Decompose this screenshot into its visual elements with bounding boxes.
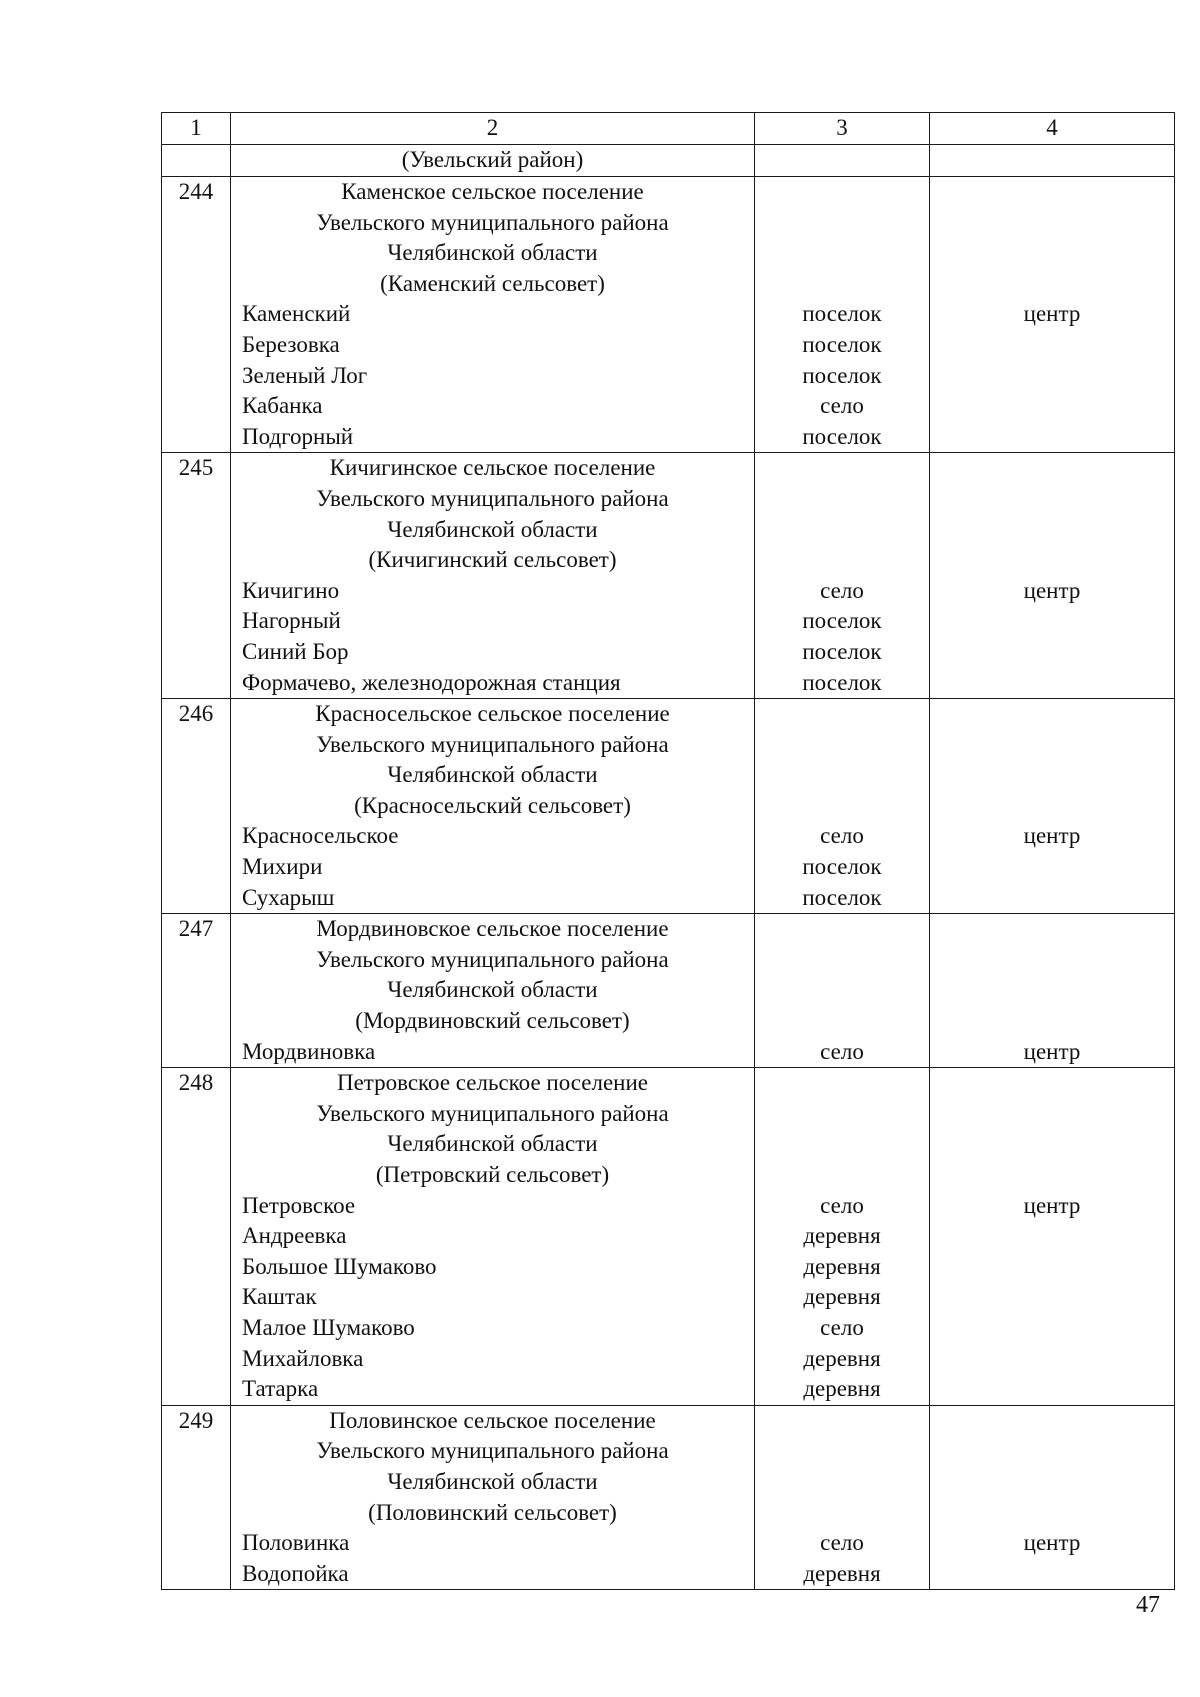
settlement-types-cell (755, 1405, 930, 1590)
blank-line (755, 238, 929, 269)
settlement-types-cell (755, 177, 930, 453)
settlement-types-cell (755, 914, 930, 1068)
blank-line (755, 730, 929, 761)
row-number (162, 914, 231, 1068)
settlement-row (162, 453, 1175, 699)
blank-line (930, 1129, 1174, 1160)
place-status (930, 1313, 1174, 1344)
place-name: Михайловка (242, 1345, 364, 1371)
place-type: поселок (802, 854, 882, 880)
place-type: деревня (803, 1284, 881, 1310)
blank-line (930, 238, 1174, 269)
settlement-status-cell (930, 453, 1175, 699)
blank-line (755, 1160, 929, 1191)
place-type: поселок (802, 884, 882, 910)
settlement-names-cell (231, 1068, 755, 1406)
blank-line (755, 208, 929, 239)
place-status (930, 361, 1174, 392)
municipality-heading-line: Челябинской области (387, 240, 598, 266)
column-number-row (162, 113, 1175, 145)
municipality-heading-line: Увельского муниципального района (316, 1100, 669, 1126)
place-status (930, 1252, 1174, 1283)
municipality-heading-line: (Красносельский сельсовет) (354, 792, 631, 818)
place-name: Кичигино (242, 577, 340, 603)
column-2-header: 2 (231, 113, 755, 145)
row-number-text: 245 (178, 455, 214, 481)
place-name: Михири (242, 854, 323, 880)
municipality-heading-line: Красносельское сельское поселение (315, 701, 670, 727)
blank-line (755, 1129, 929, 1160)
blank-line (755, 269, 929, 300)
place-status (930, 391, 1174, 422)
settlements-table (161, 112, 1175, 1590)
place-name: Синий Бор (242, 638, 349, 664)
place-type: поселок (802, 362, 882, 388)
place-type: поселок (802, 669, 882, 695)
district-status-cell (930, 145, 1175, 177)
place-name: Сухарыш (242, 884, 335, 910)
blank-line (755, 177, 929, 208)
settlement-types-cell (755, 699, 930, 914)
blank-line (930, 1068, 1174, 1099)
place-type: село (820, 577, 864, 603)
place-status (930, 668, 1174, 699)
blank-line (755, 1068, 929, 1099)
municipality-heading-line: Увельского муниципального района (316, 209, 669, 235)
place-status: центр (1023, 1192, 1081, 1218)
place-type: деревня (803, 1223, 881, 1249)
row-number (162, 1068, 231, 1406)
place-type: поселок (802, 638, 882, 664)
row-number-text: 249 (178, 1407, 214, 1433)
blank-line (755, 1436, 929, 1467)
row-number-text: 246 (178, 701, 214, 727)
place-name: Водопойка (242, 1560, 349, 1586)
municipality-heading-line: Увельского муниципального района (316, 1438, 669, 1464)
row-number (162, 699, 231, 914)
settlement-row (162, 914, 1175, 1068)
place-type: село (820, 1038, 864, 1064)
settlement-names-cell (231, 453, 755, 699)
place-status (930, 422, 1174, 453)
municipality-heading-line: Челябинской области (387, 1131, 598, 1157)
place-status (930, 1559, 1174, 1590)
settlement-row (162, 1068, 1175, 1406)
district-type-cell (755, 145, 930, 177)
settlement-names-cell (231, 1405, 755, 1590)
blank-line (930, 545, 1174, 576)
place-status: центр (1023, 301, 1081, 327)
settlement-status-cell (930, 1068, 1175, 1406)
blank-line (930, 269, 1174, 300)
blank-line (930, 1006, 1174, 1037)
blank-line (755, 914, 929, 945)
blank-line (930, 177, 1174, 208)
place-status (930, 1374, 1174, 1405)
municipality-heading-line: (Кичигинский сельсовет) (368, 547, 617, 573)
municipality-heading-line: Увельского муниципального района (316, 485, 669, 511)
blank-line (755, 484, 929, 515)
place-name: Кабанка (242, 393, 323, 419)
blank-line (930, 484, 1174, 515)
place-status: центр (1023, 823, 1081, 849)
blank-line (755, 791, 929, 822)
settlement-row (162, 177, 1175, 453)
blank-line (755, 453, 929, 484)
municipality-heading-line: Каменское сельское поселение (341, 179, 644, 204)
place-name: Формачево, железнодорожная станция (242, 669, 621, 695)
place-type: село (820, 393, 864, 419)
place-type: поселок (802, 608, 882, 634)
settlement-status-cell (930, 699, 1175, 914)
settlement-names-cell (231, 699, 755, 914)
place-status (930, 637, 1174, 668)
place-name: Мордвиновка (242, 1038, 376, 1064)
place-status (930, 852, 1174, 883)
place-name: Каштак (242, 1284, 317, 1310)
blank-line (755, 545, 929, 576)
place-name: Большое Шумаково (242, 1253, 437, 1279)
blank-line (930, 1498, 1174, 1529)
blank-line (755, 1406, 929, 1437)
blank-line (930, 1467, 1174, 1498)
settlement-names-cell (231, 177, 755, 453)
settlement-status-cell (930, 177, 1175, 453)
place-type: деревня (803, 1376, 881, 1402)
place-status (930, 606, 1174, 637)
place-type: деревня (803, 1253, 881, 1279)
place-status: центр (1023, 577, 1081, 603)
row-number (162, 1405, 231, 1590)
place-status: центр (1023, 1038, 1081, 1064)
municipality-heading-line: Увельского муниципального района (316, 946, 669, 972)
page-number: 47 (1136, 1592, 1160, 1618)
blank-line (755, 1006, 929, 1037)
place-name: Красносельское (242, 823, 399, 849)
blank-line (930, 791, 1174, 822)
blank-line (930, 975, 1174, 1006)
place-name: Малое Шумаково (242, 1314, 415, 1340)
municipality-heading-line: (Мордвиновский сельсовет) (355, 1008, 630, 1034)
blank-line (755, 975, 929, 1006)
place-name: Андреевка (242, 1223, 347, 1249)
place-type: село (820, 823, 864, 849)
blank-line (930, 453, 1174, 484)
place-type: поселок (802, 331, 882, 357)
place-type: село (820, 1192, 864, 1218)
blank-line (930, 1436, 1174, 1467)
place-status (930, 1221, 1174, 1252)
district-num-cell (162, 145, 231, 177)
blank-line (930, 208, 1174, 239)
place-type: село (820, 1314, 864, 1340)
blank-line (930, 1099, 1174, 1130)
settlement-status-cell (930, 914, 1175, 1068)
blank-line (755, 1467, 929, 1498)
place-status (930, 1282, 1174, 1313)
settlement-types-cell (755, 1068, 930, 1406)
blank-line (930, 760, 1174, 791)
place-type: село (820, 1530, 864, 1556)
blank-line (930, 914, 1174, 945)
municipality-heading-line: Половинское сельское поселение (329, 1407, 656, 1433)
blank-line (755, 1498, 929, 1529)
blank-line (930, 1406, 1174, 1437)
district-name: (Увельский район) (231, 145, 755, 177)
municipality-heading-line: Увельского муниципального района (316, 731, 669, 757)
place-status (930, 1344, 1174, 1375)
place-name: Подгорный (242, 423, 354, 449)
place-type: деревня (803, 1345, 881, 1371)
municipality-heading-line: Челябинской области (387, 1468, 598, 1494)
place-status (930, 883, 1174, 914)
municipality-heading-line: Кичигинское сельское поселение (329, 455, 656, 481)
blank-line (930, 515, 1174, 546)
settlement-names-cell (231, 914, 755, 1068)
blank-line (930, 730, 1174, 761)
settlement-status-cell (930, 1405, 1175, 1590)
blank-line (755, 945, 929, 976)
place-name: Березовка (242, 331, 340, 357)
district-row (162, 145, 1175, 177)
row-number (162, 177, 231, 453)
place-name: Зеленый Лог (242, 362, 368, 388)
municipality-heading-line: Челябинской области (387, 516, 598, 542)
place-status: центр (1023, 1530, 1081, 1556)
place-name: Половинка (242, 1530, 350, 1556)
settlement-types-cell (755, 453, 930, 699)
column-4-header: 4 (930, 113, 1175, 145)
place-name: Татарка (242, 1376, 319, 1402)
place-name: Нагорный (242, 608, 341, 634)
settlement-row (162, 699, 1175, 914)
place-type: деревня (803, 1560, 881, 1586)
municipality-heading-line: Петровское сельское поселение (336, 1070, 649, 1096)
blank-line (755, 699, 929, 730)
column-3-header: 3 (755, 113, 930, 145)
blank-line (755, 515, 929, 546)
blank-line (755, 760, 929, 791)
municipality-heading-line: (Петровский сельсовет) (375, 1162, 610, 1187)
municipality-heading-line: Челябинской области (387, 762, 598, 788)
blank-line (930, 699, 1174, 730)
row-number-text: 244 (178, 179, 214, 204)
place-name: Петровское (242, 1192, 356, 1218)
municipality-heading-line: (Половинский сельсовет) (368, 1499, 617, 1525)
place-type: поселок (802, 423, 882, 449)
municipality-heading-line: (Каменский сельсовет) (380, 270, 605, 296)
settlement-row (162, 1405, 1175, 1590)
municipality-heading-line: Челябинской области (387, 977, 598, 1003)
place-name: Каменский (242, 301, 351, 327)
column-1-header: 1 (162, 113, 231, 145)
blank-line (930, 945, 1174, 976)
row-number-text: 248 (178, 1070, 214, 1096)
blank-line (930, 1160, 1174, 1191)
row-number (162, 453, 231, 699)
place-type: поселок (802, 301, 882, 327)
place-status (930, 330, 1174, 361)
municipality-heading-line: Мордвиновское сельское поселение (316, 916, 669, 942)
row-number-text: 247 (178, 916, 214, 942)
blank-line (755, 1099, 929, 1130)
